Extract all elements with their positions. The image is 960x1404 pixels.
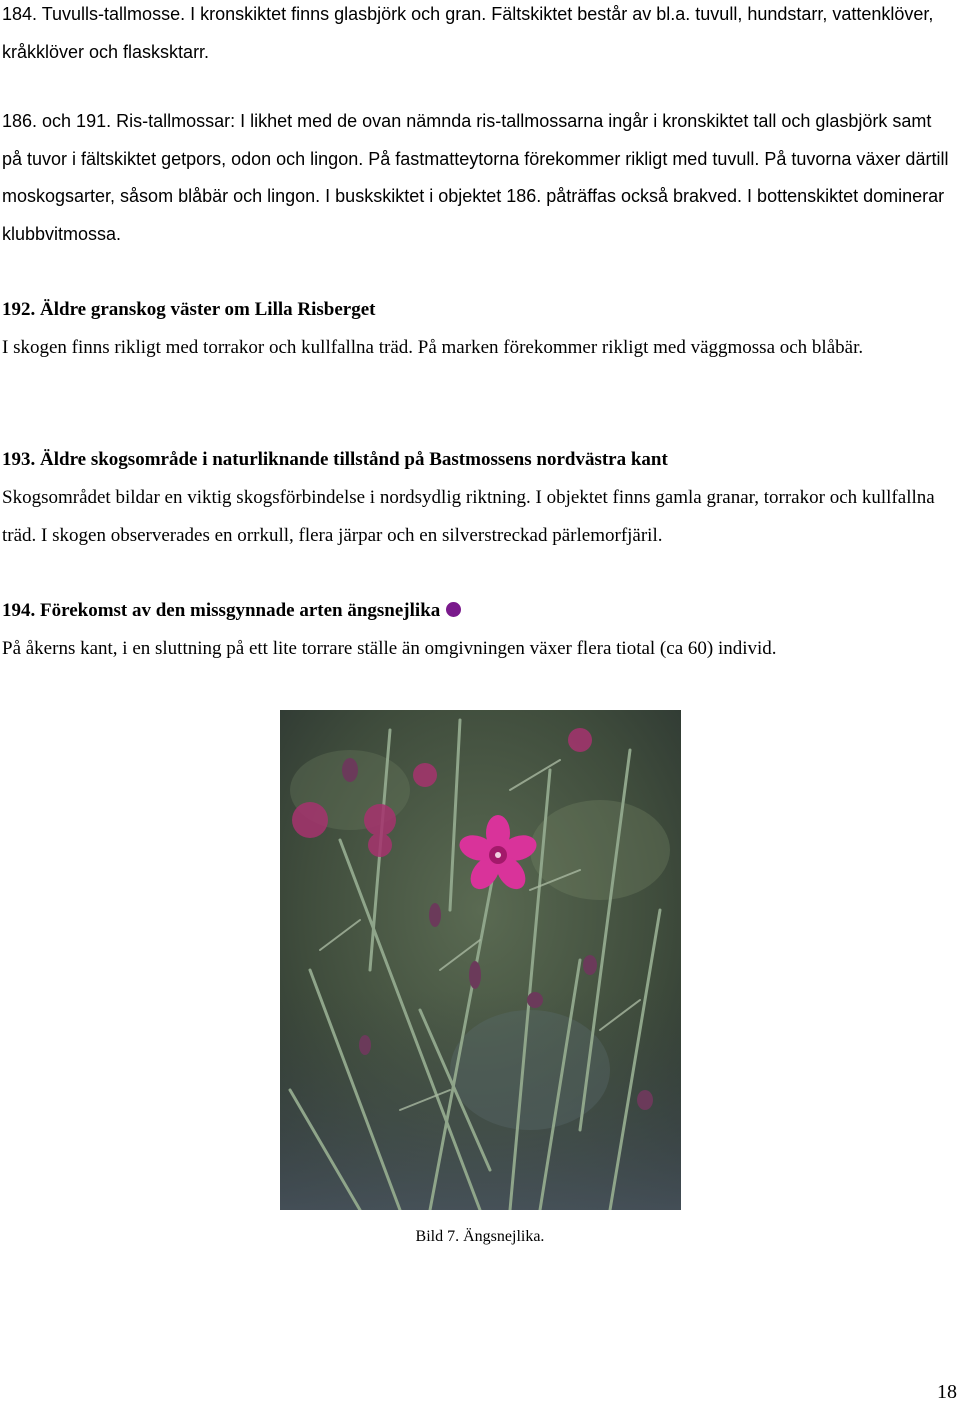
page-number: 18 — [937, 1381, 957, 1403]
flower-photo — [280, 710, 681, 1210]
paragraph-186-191: 186. och 191. Ris-tallmossar: I likhet med de ovan nämnda ris-tallmossarna ingår i kronskiktet tall och glasbjörk samt på tuvor i fältskiktet getpors, odon och lingon. På fastmatteytorna förekommer rikligt med tuvull. På tuvorna växer därtill moskogsarter, såsom blåbär och lingon. I buskskiktet i objektet 186. påträffas också brakved. I bottenskiktet dominerar klubbvitmossa. — [2, 111, 949, 244]
paragraph-193: Skogsområdet bildar en viktig skogsförbindelse i nordsydlig riktning. I objektet finns gamla granar, torrakor och kullfallna träd. I skogen observerades en orrkull, flera järpar och en silverstreckad pärlemorfjäril. — [2, 487, 935, 546]
species-marker-icon — [446, 602, 461, 617]
heading-194: 194. Förekomst av den missgynnade arten ängsnejlika — [2, 600, 441, 621]
figure-caption: Bild 7. Ängsnejlika. — [415, 1228, 545, 1245]
heading-193: 193. Äldre skogsområde i naturliknande tillstånd på Bastmossens nordvästra kant — [2, 449, 668, 470]
paragraph-192: I skogen finns rikligt med torrakor och kullfallna träd. På marken förekommer rikligt med väggmossa och blåbär. — [2, 337, 864, 358]
heading-192: 192. Äldre granskog väster om Lilla Risberget — [2, 299, 376, 320]
paragraph-184: 184. Tuvulls-tallmosse. I kronskiktet finns glasbjörk och gran. Fältskiktet består av bl.a. tuvull, hundstarr, vattenklöver, kråkklöver och flasksktarr. — [2, 4, 934, 62]
heading-194-container — [2, 592, 956, 630]
paragraph-194: På åkerns kant, i en sluttning på ett lite torrare ställe än omgivningen växer flera tiotal (ca 60) individ. — [2, 638, 777, 659]
